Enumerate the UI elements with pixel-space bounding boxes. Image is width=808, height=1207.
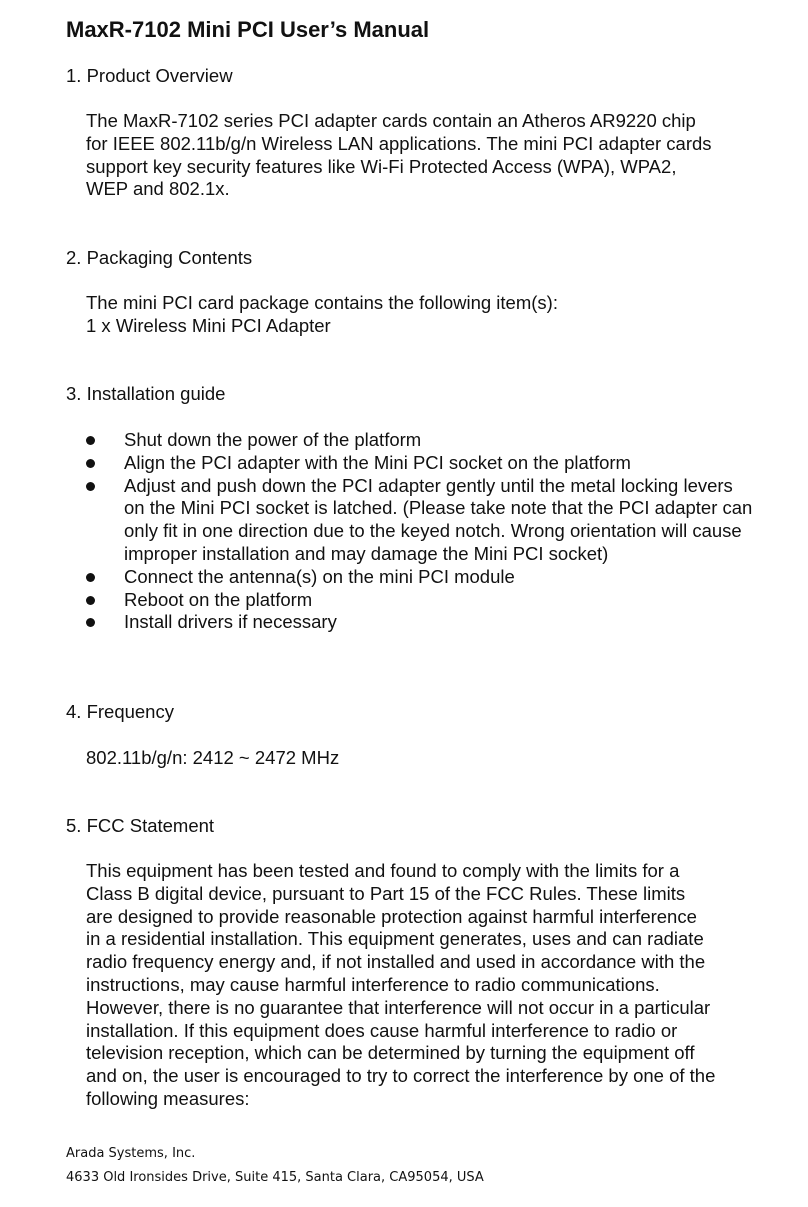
overview-line: for IEEE 802.11b/g/n Wireless LAN applications. The mini PCI adapter cards (86, 132, 712, 154)
section-heading-overview: 1. Product Overview (66, 65, 233, 86)
fcc-line: This equipment has been tested and found to comply with the limits for a (86, 860, 680, 881)
frequency-value (86, 747, 754, 770)
list-item-text: Shut down the power of the platform (124, 429, 422, 450)
fcc-line: installation. If this equipment does cause harmful interference to radio or (86, 1019, 678, 1041)
list-item (86, 452, 754, 475)
bullet-icon (86, 436, 95, 445)
fcc-line: radio frequency energy and, if not installed and used in accordance with the (86, 951, 706, 973)
footer-address: 4633 Old Ironsides Drive, Suite 415, Santa Clara, CA95054, USA (66, 1170, 484, 1185)
list-item-text: Align the PCI adapter with the Mini PCI socket on the platform (124, 451, 631, 473)
packaging-line: The mini PCI card package contains the following item(s): (86, 292, 558, 313)
fcc-line: Class B digital device, pursuant to Part 15 of the FCC Rules. These limits (86, 882, 686, 904)
section-heading-fcc: 5. FCC Statement (66, 815, 215, 836)
list-item (86, 429, 754, 452)
list-item (86, 566, 754, 589)
list-item-text: Install drivers if necessary (124, 611, 337, 633)
fcc-line: following measures: (86, 1087, 250, 1109)
frequency-text: 802.11b/g/n: 2412 ~ 2472 MHz (86, 747, 340, 768)
bullet-icon (86, 618, 95, 627)
bullet-icon (86, 459, 95, 468)
list-item-text: Connect the antenna(s) on the mini PCI module (124, 565, 515, 587)
bullet-icon (86, 596, 95, 605)
section-heading-installation: 3. Installation guide (66, 383, 226, 404)
fcc-line: instructions, may cause harmful interference to radio communications. (86, 973, 660, 995)
list-item-text: Reboot on the platform (124, 588, 313, 610)
fcc-line: are designed to provide reasonable protection against harmful interference (86, 905, 697, 927)
list-item-text: Adjust and push down the PCI adapter gently until the metal locking levers on the Mini PCI socket is latched. (Please take note that the PCI adapter can only fit in one direction due to the keyed notch. Wrong orientation will cause improper installation and may damage the Mini PCI socket) (124, 474, 753, 564)
bullet-icon (86, 573, 95, 582)
overview-paragraph (86, 110, 754, 201)
fcc-paragraph (86, 860, 754, 1111)
packaging-paragraph (86, 292, 754, 338)
fcc-line: and on, the user is encouraged to try to correct the interference by one of the (86, 1065, 716, 1087)
list-item (86, 611, 754, 634)
fcc-line: television reception, which can be determined by turning the equipment off (86, 1042, 695, 1064)
footer-company: Arada Systems, Inc. (66, 1146, 196, 1161)
packaging-line: 1 x Wireless Mini PCI Adapter (86, 314, 331, 336)
bullet-icon (86, 482, 95, 491)
page-title: MaxR-7102 Mini PCI User’s Manual (66, 17, 430, 42)
fcc-line: However, there is no guarantee that interference will not occur in a particular (86, 996, 711, 1018)
list-item (86, 475, 754, 566)
section-heading-packaging: 2. Packaging Contents (66, 247, 253, 268)
list-item (86, 589, 754, 612)
fcc-line: in a residential installation. This equipment generates, uses and can radiate (86, 928, 704, 950)
overview-line: The MaxR-7102 series PCI adapter cards contain an Atheros AR9220 chip (86, 110, 696, 131)
overview-line: support key security features like Wi-Fi Protected Access (WPA), WPA2, (86, 155, 677, 177)
installation-steps-list (86, 429, 754, 634)
section-heading-frequency: 4. Frequency (66, 701, 174, 722)
overview-line: WEP and 802.1x. (86, 178, 230, 200)
